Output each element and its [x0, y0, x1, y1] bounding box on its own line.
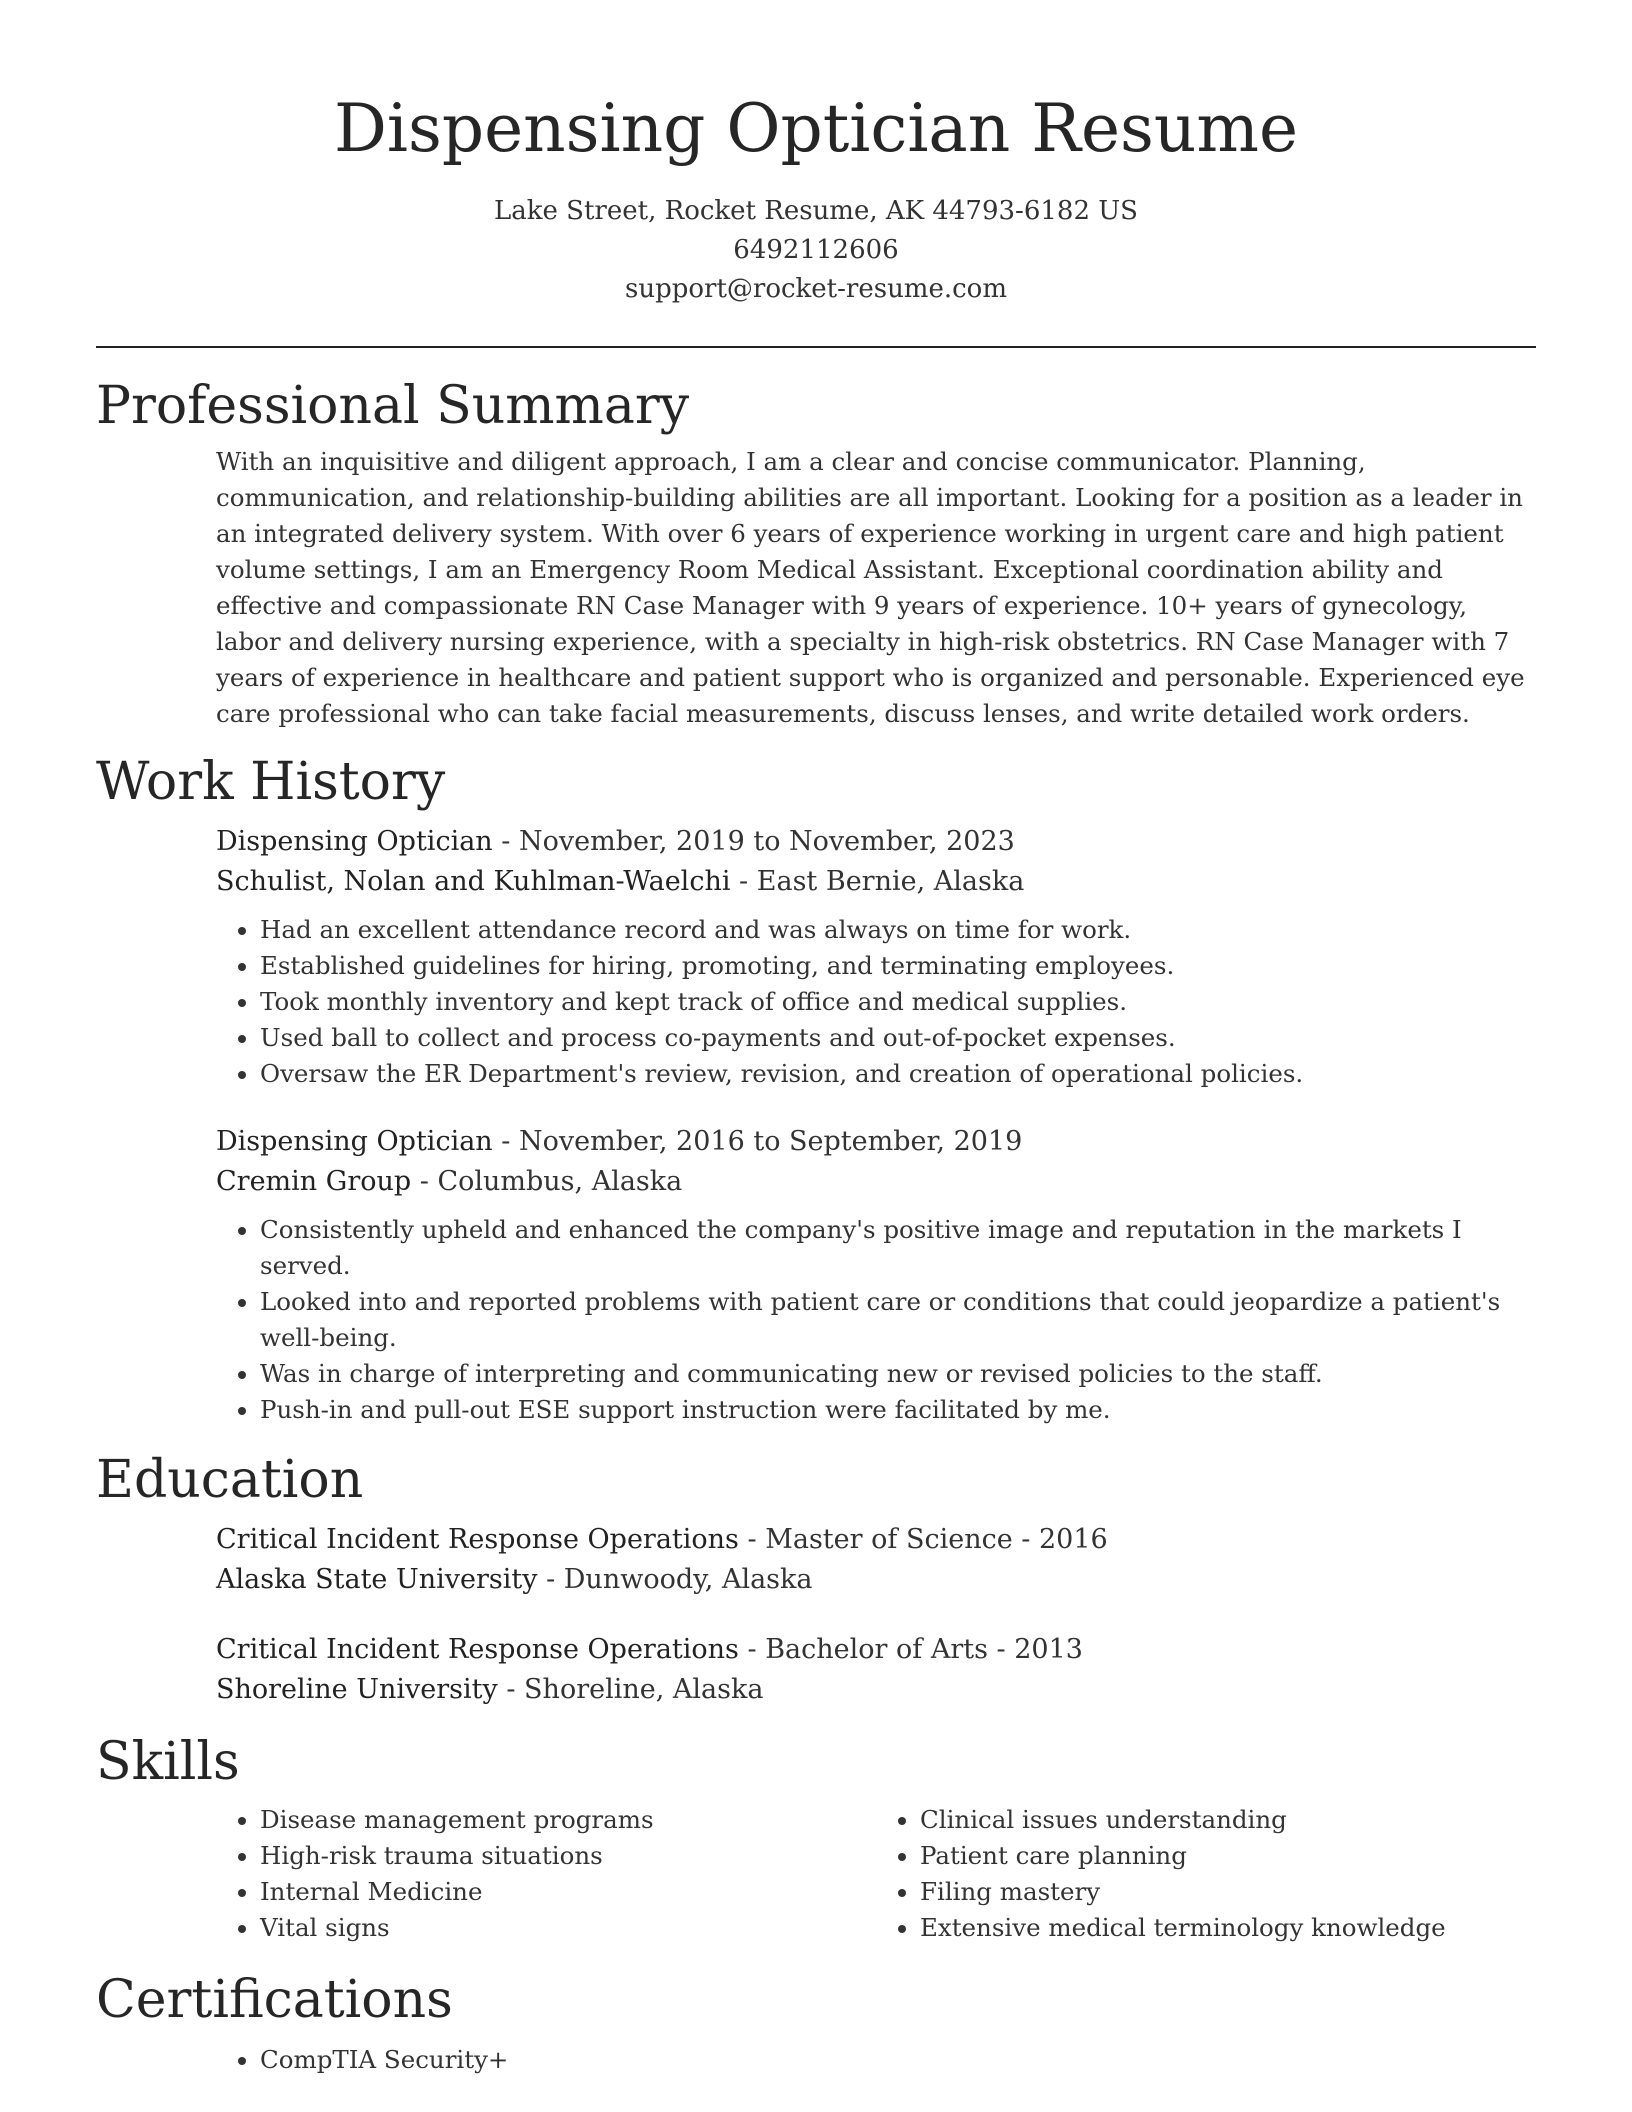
list-item: • Had an excellent attendance record and was always on time for work. [260, 912, 1536, 948]
education-year: - 2016 [1012, 1524, 1108, 1555]
job-dates: - November, 2016 to September, 2019 [492, 1126, 1023, 1157]
skills-right [876, 1802, 1536, 1946]
skills-section [96, 1730, 1536, 1946]
education-entry [96, 1520, 1536, 1600]
list-item: • Push-in and pull-out ESE support instruction were facilitated by me. [260, 1392, 1536, 1428]
summary-text: With an inquisitive and diligent approach, I am a clear and concise communicator. Planning, communication, and relationship-building abilities are all important. Looking for a position as a leader in an integrated delivery system. With over 6 years of experience working in urgent care and high patient volume settings, I am an Emergency Room Medical Assistant. Exceptional coordination ability and effective and compassionate RN Case Manager with 9 years of experience. 10+ years of gynecology, labor and delivery nursing experience, with a specialty in high-risk obstetrics. RN Case Manager with 7 years of experience in healthcare and patient support who is organized and personable. Experienced eye care professional who can take facial measurements, discuss lenses, and write detailed work orders. [216, 447, 1525, 728]
list-item: • CompTIA Security+ [260, 2042, 1536, 2078]
job-location: - East Bernie, Alaska [730, 866, 1025, 897]
list-item: • High-risk trauma situations [260, 1838, 876, 1874]
certifications-heading: Certifications [96, 1970, 453, 2030]
list-item: • Established guidelines for hiring, promoting, and terminating employees. [260, 948, 1536, 984]
header-divider [96, 346, 1536, 348]
resume-header [96, 0, 1536, 309]
list-item: • Oversaw the ER Department's review, revision, and creation of operational policies. [260, 1056, 1536, 1092]
summary-heading: Professional Summary [96, 376, 690, 436]
job-entry [96, 1122, 1536, 1428]
job-title: Dispensing Optician [216, 1126, 493, 1157]
education-program-line [216, 1630, 1536, 1670]
job-company-line [216, 862, 1536, 902]
job-company: Cremin Group [216, 1166, 412, 1197]
skills-left [216, 1802, 876, 1946]
list-item: • Vital signs [260, 1910, 876, 1946]
education-year: - 2013 [987, 1634, 1083, 1665]
education-location: - Dunwoody, Alaska [537, 1564, 813, 1595]
job-title-line [216, 822, 1536, 862]
education-location: - Shoreline, Alaska [497, 1674, 764, 1705]
job-bullets [216, 1212, 1536, 1428]
education-school-line [216, 1670, 1536, 1710]
certifications-list [216, 2042, 1536, 2078]
education-program-line [216, 1520, 1536, 1560]
work-section [96, 750, 1536, 1428]
job-company-line [216, 1162, 1536, 1202]
certifications-section [96, 1968, 1536, 2078]
education-program: Critical Incident Response Operations [216, 1634, 739, 1665]
email: support@rocket-resume.com [624, 274, 1007, 304]
address: Lake Street, Rocket Resume, AK 44793-6182 US [494, 196, 1138, 226]
job-entry [96, 822, 1536, 1092]
education-heading: Education [96, 1450, 364, 1510]
job-title-line [216, 1122, 1536, 1162]
skills-columns [96, 1802, 1536, 1946]
education-school-line [216, 1560, 1536, 1600]
job-title: Dispensing Optician [216, 826, 493, 857]
education-program: Critical Incident Response Operations [216, 1524, 739, 1555]
list-item: • Looked into and reported problems with patient care or conditions that could jeopardize a patient's well-being. [260, 1284, 1536, 1356]
summary-section [96, 374, 1536, 732]
resume-title: Dispensing Optician Resume [333, 90, 1299, 167]
list-item: • Clinical issues understanding [920, 1802, 1536, 1838]
education-degree: - Bachelor of Arts [738, 1634, 988, 1665]
phone: 6492112606 [733, 235, 899, 265]
list-item: • Disease management programs [260, 1802, 876, 1838]
job-dates: - November, 2019 to November, 2023 [492, 826, 1015, 857]
job-company: Schulist, Nolan and Kuhlman-Waelchi [216, 866, 731, 897]
list-item: • Consistently upheld and enhanced the company's positive image and reputation in the markets I served. [260, 1212, 1536, 1284]
education-degree: - Master of Science [738, 1524, 1013, 1555]
education-school: Alaska State University [216, 1564, 538, 1595]
education-school: Shoreline University [216, 1674, 498, 1705]
education-entry [96, 1630, 1536, 1710]
education-section [96, 1448, 1536, 1710]
skills-heading: Skills [96, 1732, 240, 1792]
job-bullets [216, 912, 1536, 1092]
list-item: • Patient care planning [920, 1838, 1536, 1874]
job-location: - Columbus, Alaska [411, 1166, 683, 1197]
list-item: • Filing mastery [920, 1874, 1536, 1910]
certifications-list-wrap [96, 2042, 1536, 2078]
list-item: • Was in charge of interpreting and communicating new or revised policies to the staff. [260, 1356, 1536, 1392]
list-item: • Extensive medical terminology knowledge [920, 1910, 1536, 1946]
list-item: • Used ball to collect and process co-payments and out-of-pocket expenses. [260, 1020, 1536, 1056]
list-item: • Internal Medicine [260, 1874, 876, 1910]
list-item: • Took monthly inventory and kept track of office and medical supplies. [260, 984, 1536, 1020]
contact-info [96, 192, 1536, 309]
work-heading: Work History [96, 752, 446, 812]
